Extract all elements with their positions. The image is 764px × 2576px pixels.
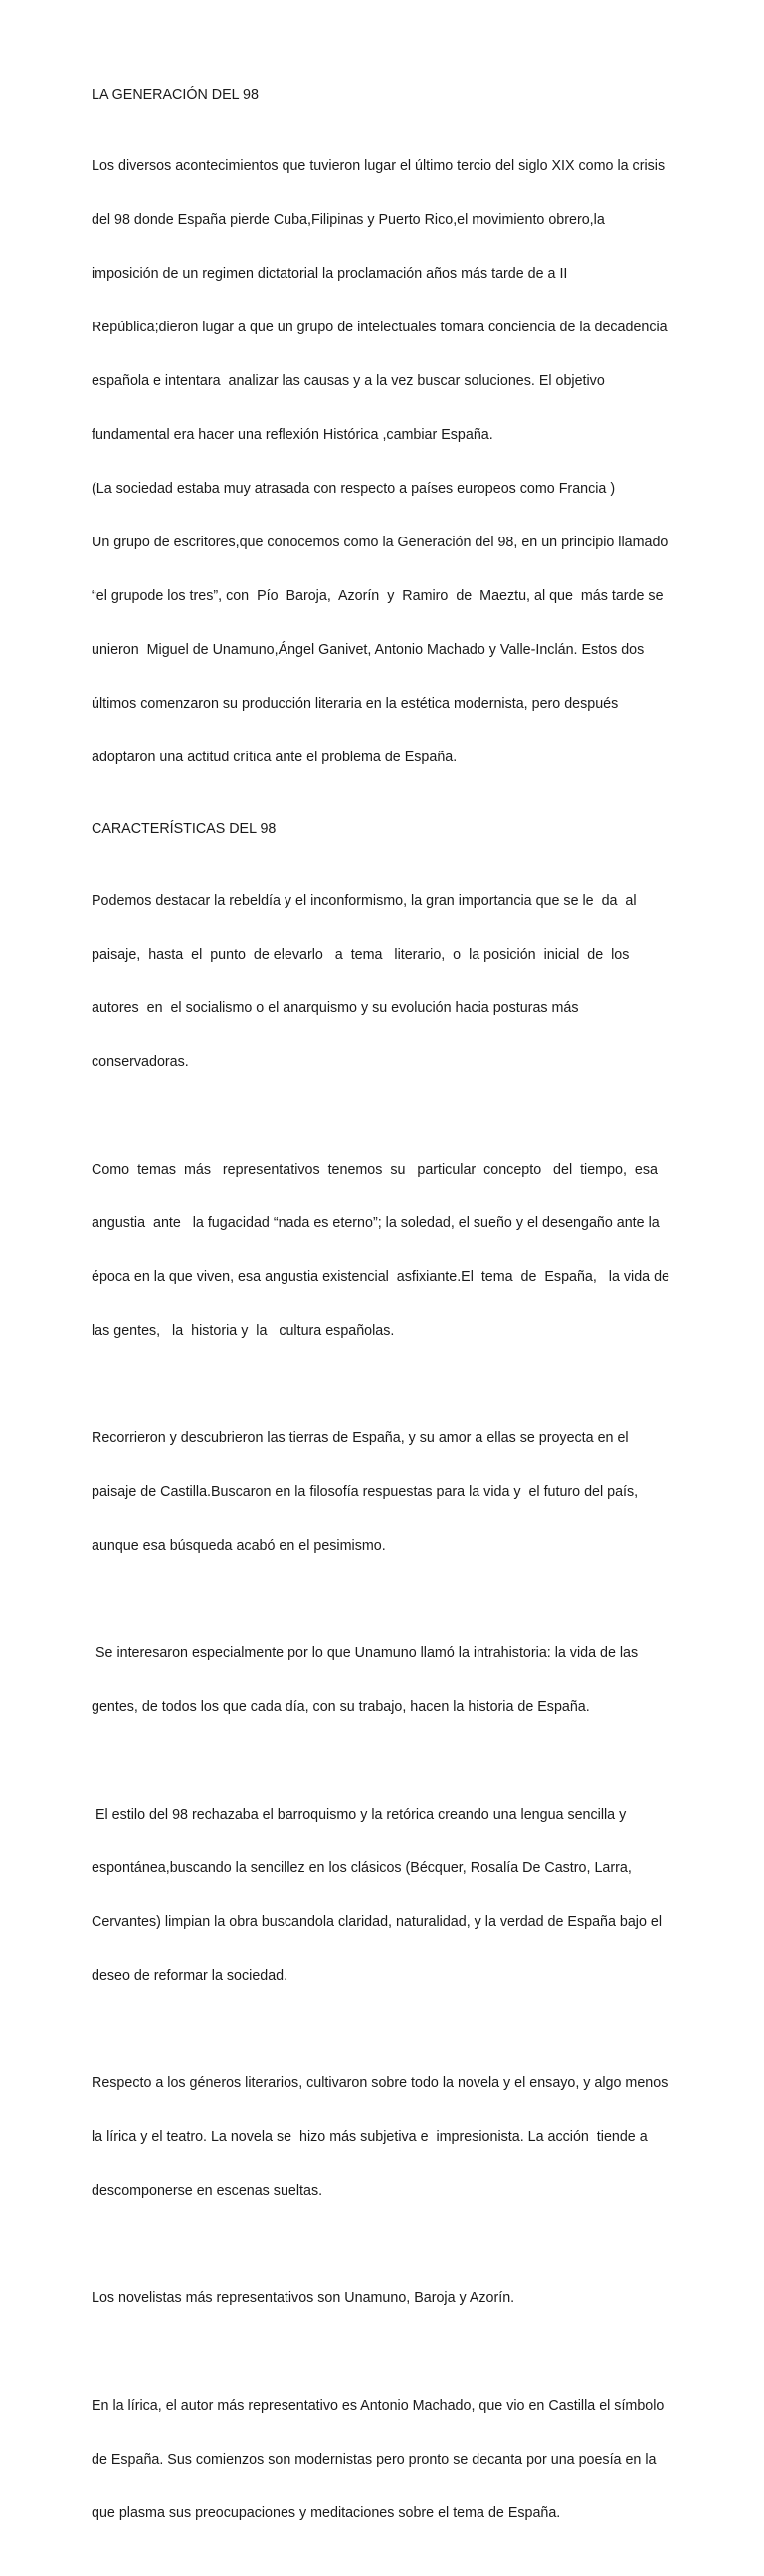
text-line: Recorrieron y descubrieron las tierras de España, y su amor a ellas se proyecta en el xyxy=(92,1430,629,1446)
paragraph-generos xyxy=(92,2039,674,2236)
text-line: Respecto a los géneros literarios, cultivaron sobre todo la novela y el ensayo, y algo menos xyxy=(92,2075,668,2091)
text-line: la lírica y el teatro. La novela se hizo más subjetiva e impresionista. La acción tiende a xyxy=(92,2129,648,2145)
paragraph-tierras xyxy=(92,1394,674,1591)
text-line: Se interesaron especialmente por lo que Unamuno llamó la intrahistoria: la vida de las xyxy=(92,1645,639,1661)
text-line: deseo de reformar la sociedad. xyxy=(92,1968,288,1984)
paragraph-estilo xyxy=(92,1770,674,2021)
text-line: Un grupo de escritores,que conocemos como la Generación del 98, en un principio llamado xyxy=(92,535,668,550)
text-line: descomponerse en escenas sueltas. xyxy=(92,2183,323,2199)
text-line: gentes, de todos los que cada día, con su trabajo, hacen la historia de España. xyxy=(92,1699,590,1715)
text-line: “el grupode los tres”, con Pío Baroja, Azorín y Ramiro de Maeztu, al que más tarde se xyxy=(92,588,664,604)
document-body xyxy=(92,86,674,2576)
document-title: LA GENERACIÓN DEL 98 xyxy=(92,87,259,103)
text-line: El estilo del 98 rechazaba el barroquismo y la retórica creando una lengua sencilla y xyxy=(92,1807,627,1823)
text-line: española e intentara analizar las causas y a la vez buscar soluciones. El objetivo xyxy=(92,373,605,389)
intro-paragraph xyxy=(92,121,674,802)
text-line: paisaje de Castilla.Buscaron en la filosofía respuestas para la vida y el futuro del país, xyxy=(92,1484,639,1500)
text-line: Podemos destacar la rebeldía y el inconformismo, la gran importancia que se le da al xyxy=(92,893,637,909)
text-line: unieron Miguel de Unamuno,Ángel Ganivet, Antonio Machado y Valle-Inclán. Estos dos xyxy=(92,642,645,658)
paragraph-temas xyxy=(92,1125,674,1376)
text-line: de España. Sus comienzos son modernistas pero pronto se decanta por una poesía en la xyxy=(92,2452,657,2468)
text-line: aunque esa búsqueda acabó en el pesimismo. xyxy=(92,1538,386,1554)
text-line: República;dieron lugar a que un grupo de intelectuales tomara conciencia de la decadencia xyxy=(92,320,668,335)
text-line: que plasma sus preocupaciones y meditaciones sobre el tema de España. xyxy=(92,2505,561,2521)
paragraph-lirica xyxy=(92,2361,674,2558)
text-line: las gentes, la historia y la cultura españolas. xyxy=(92,1323,395,1339)
text-line: Como temas más representativos tenemos su particular concepto del tiempo, esa xyxy=(92,1162,658,1178)
text-line: Los diversos acontecimientos que tuvieron lugar el último tercio del siglo XIX como la crisis xyxy=(92,158,666,174)
text-line: época en la que viven, esa angustia existencial asfixiante.El tema de España, la vida de xyxy=(92,1269,669,1285)
text-line: adoptaron una actitud crítica ante el problema de España. xyxy=(92,750,458,765)
section-heading: CARACTERÍSTICAS DEL 98 xyxy=(92,821,277,837)
text-line: imposición de un regimen dictatorial la proclamación años más tarde de a II xyxy=(92,266,568,282)
text-line: del 98 donde España pierde Cuba,Filipinas y Puerto Rico,el movimiento obrero,la xyxy=(92,212,605,228)
text-line: En la lírica, el autor más representativo es Antonio Machado, que vio en Castilla el símbolo xyxy=(92,2398,665,2414)
text-line: (La sociedad estaba muy atrasada con respecto a países europeos como Francia ) xyxy=(92,481,616,497)
text-line: autores en el socialismo o el anarquismo y su evolución hacia posturas más xyxy=(92,1000,579,1016)
text-line: Los novelistas más representativos son Unamuno, Baroja y Azorín. xyxy=(92,2290,515,2306)
paragraph-intrahistoria xyxy=(92,1609,674,1752)
paragraph-rebeldia xyxy=(92,856,674,1107)
text-line: paisaje, hasta el punto de elevarlo a tema literario, o la posición inicial de los xyxy=(92,947,630,963)
text-line: conservadoras. xyxy=(92,1054,189,1070)
text-line: fundamental era hacer una reflexión Histórica ,cambiar España. xyxy=(92,427,493,443)
text-line: espontánea,buscando la sencillez en los clásicos (Bécquer, Rosalía De Castro, Larra, xyxy=(92,1860,632,1876)
text-line: últimos comenzaron su producción literaria en la estética modernista, pero después xyxy=(92,696,619,712)
paragraph-novelistas xyxy=(92,2254,674,2343)
text-line: Cervantes) limpian la obra buscandola claridad, naturalidad, y la verdad de España bajo el xyxy=(92,1914,663,1930)
text-line: angustia ante la fugacidad “nada es eterno”; la soledad, el sueño y el desengaño ante la xyxy=(92,1215,660,1231)
